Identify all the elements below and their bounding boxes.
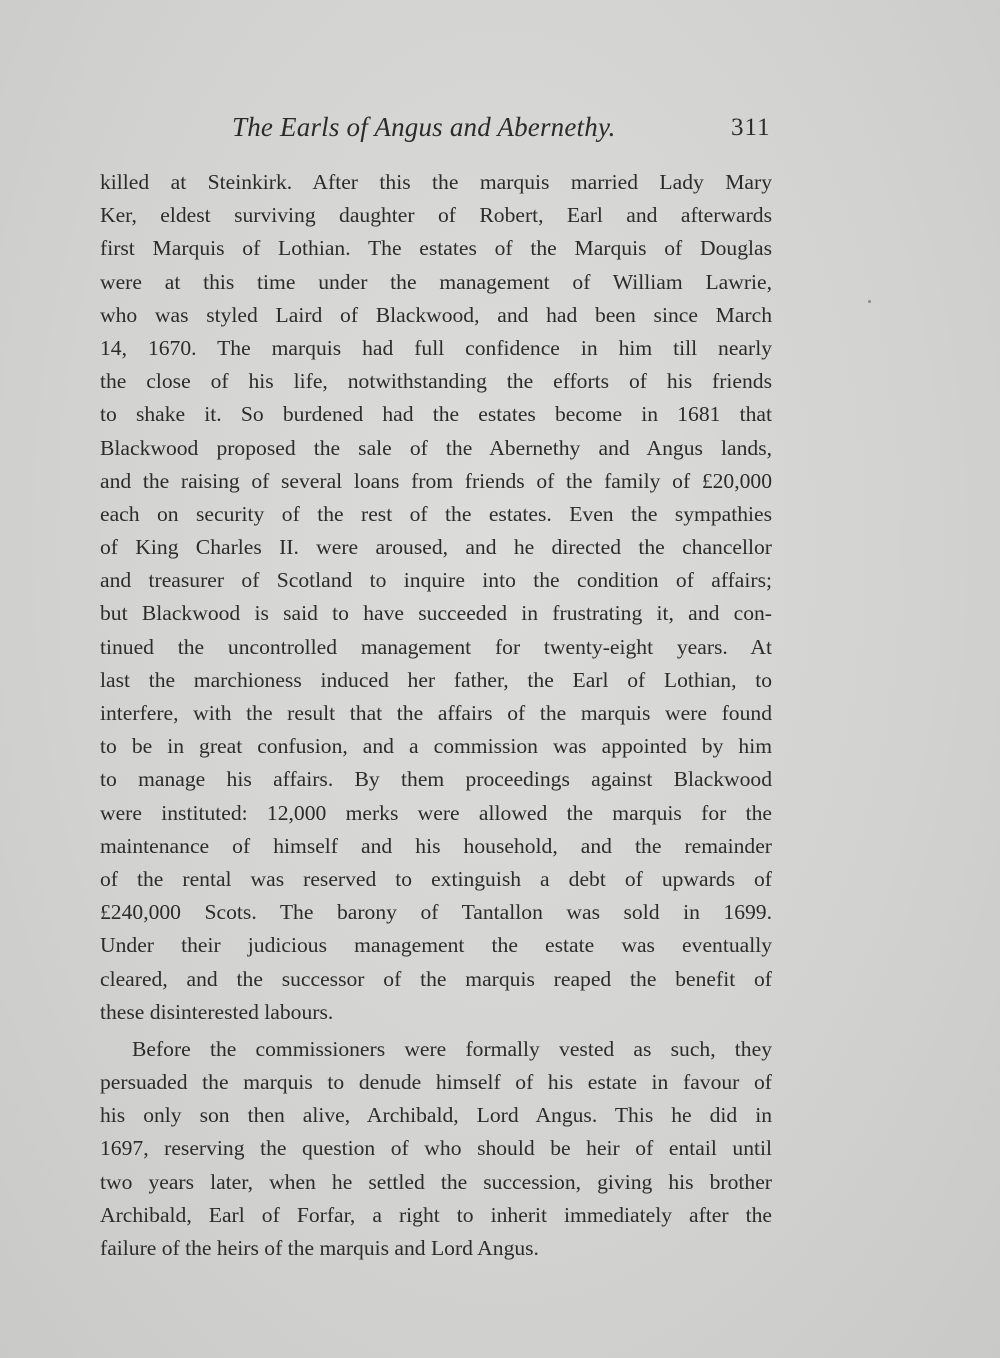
text-line: maintenance of himself and his household, and the remainder [100, 833, 772, 858]
text-line: first Marquis of Lothian. The estates of the Marquis of Douglas [100, 236, 772, 261]
text-line: to be in great confusion, and a commission was appointed by him [100, 734, 772, 759]
text-line: each on security of the rest of the estates. Even the sympathies [100, 501, 772, 526]
text-line: were at this time under the management of William Lawrie, [100, 269, 772, 294]
text-line: two years later, when he settled the succession, giving his brother [100, 1169, 772, 1194]
text-line: Archibald, Earl of Forfar, a right to inherit immediately after the [100, 1202, 772, 1227]
text-line: who was styled Laird of Blackwood, and had been since March [100, 302, 772, 327]
text-line: killed at Steinkirk. After this the marquis married Lady Mary [100, 170, 772, 194]
text-line: were instituted: 12,000 merks were allowed the marquis for the [100, 800, 772, 825]
text-line: but Blackwood is said to have succeeded in frustrating it, and con- [100, 601, 772, 626]
text-line: interfere, with the result that the affairs of the marquis were found [100, 701, 772, 725]
text-line: Ker, eldest surviving daughter of Robert, Earl and afterwards [100, 203, 772, 228]
text-line: cleared, and the successor of the marquis reaped the benefit of [100, 966, 772, 991]
text-line: persuaded the marquis to denude himself of his estate in favour of [100, 1070, 772, 1095]
text-line: to shake it. So burdened had the estates become in 1681 that [100, 402, 772, 427]
text-line: failure of the heirs of the marquis and Lord Angus. [100, 1236, 539, 1260]
text-line: £240,000 Scots. The barony of Tantallon was sold in 1699. [100, 900, 772, 925]
text-line: of King Charles II. were aroused, and he directed the chancellor [100, 535, 772, 560]
text-line: and treasurer of Scotland to inquire into the condition of affairs; [100, 568, 772, 593]
paper-speck [868, 300, 871, 303]
text-line: the close of his life, notwithstanding the efforts of his friends [100, 369, 772, 394]
text-line: his only son then alive, Archibald, Lord Angus. This he did in [100, 1103, 772, 1128]
text-line: tinued the uncontrolled management for twenty-eight years. At [100, 634, 772, 659]
page-header [0, 112, 1000, 148]
body-text [100, 166, 772, 1265]
text-line: these disinterested labours. [100, 999, 334, 1024]
text-line: and the raising of several loans from friends of the family of £20,000 [100, 468, 772, 493]
page-number: 311 [731, 114, 771, 141]
text-line: Under their judicious management the estate was eventually [100, 933, 772, 958]
text-line: of the rental was reserved to extinguish a debt of upwards of [100, 866, 772, 891]
text-line: 1697, reserving the question of who should be heir of entail until [100, 1136, 772, 1161]
text-line: Before the commissioners were formally vested as such, they [132, 1036, 772, 1061]
text-line: to manage his affairs. By them proceedings against Blackwood [100, 767, 772, 792]
text-line: last the marchioness induced her father, the Earl of Lothian, to [100, 667, 772, 692]
text-line: Blackwood proposed the sale of the Abernethy and Angus lands, [100, 435, 772, 460]
running-title: The Earls of Angus and Abernethy. [232, 112, 616, 142]
text-line: 14, 1670. The marquis had full confidence in him till nearly [100, 335, 772, 360]
